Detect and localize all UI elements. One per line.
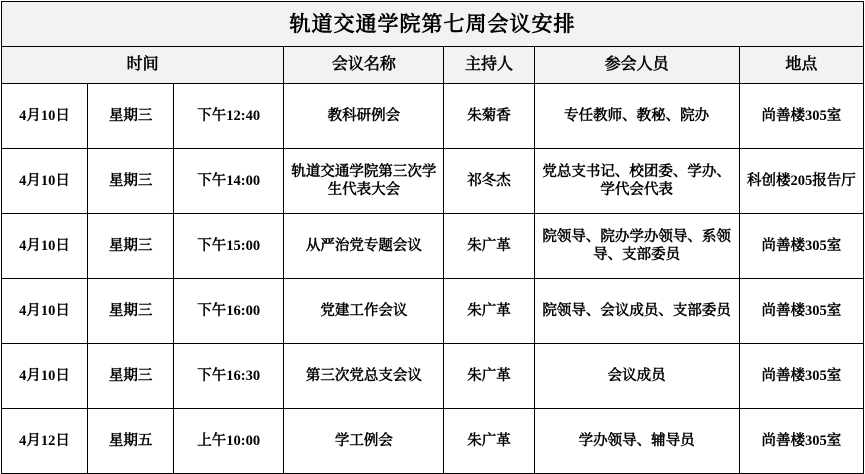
cell-meeting-name: 轨道交通学院第三次学生代表大会 <box>284 149 444 214</box>
table-row <box>2 409 864 474</box>
column-header-location: 地点 <box>739 47 863 84</box>
cell-weekday: 星期三 <box>88 344 174 409</box>
cell-time: 上午10:00 <box>174 409 284 474</box>
cell-weekday: 星期三 <box>88 149 174 214</box>
column-header-time: 时间 <box>2 47 284 84</box>
cell-location: 尚善楼305室 <box>739 279 863 344</box>
table-title-row <box>2 2 864 47</box>
cell-location: 科创楼205报告厅 <box>739 149 863 214</box>
cell-attendees: 会议成员 <box>534 344 739 409</box>
column-header-attendees: 参会人员 <box>534 47 739 84</box>
column-header-meeting-name: 会议名称 <box>284 47 444 84</box>
cell-attendees: 院领导、院办学办领导、系领导、支部委员 <box>534 214 739 279</box>
cell-time: 下午16:30 <box>174 344 284 409</box>
cell-time: 下午14:00 <box>174 149 284 214</box>
cell-host: 朱广革 <box>444 214 534 279</box>
meeting-schedule-sheet <box>0 1 865 449</box>
cell-date: 4月10日 <box>2 279 88 344</box>
cell-time: 下午12:40 <box>174 84 284 149</box>
table-row <box>2 344 864 409</box>
cell-host: 朱广革 <box>444 279 534 344</box>
cell-date: 4月12日 <box>2 409 88 474</box>
table-header-row <box>2 47 864 84</box>
cell-weekday: 星期三 <box>88 84 174 149</box>
cell-date: 4月10日 <box>2 344 88 409</box>
cell-attendees: 学办领导、辅导员 <box>534 409 739 474</box>
cell-weekday: 星期五 <box>88 409 174 474</box>
table-row <box>2 84 864 149</box>
cell-location: 尚善楼305室 <box>739 344 863 409</box>
cell-date: 4月10日 <box>2 149 88 214</box>
cell-attendees: 专任教师、教秘、院办 <box>534 84 739 149</box>
cell-meeting-name: 党建工作会议 <box>284 279 444 344</box>
cell-meeting-name: 从严治党专题会议 <box>284 214 444 279</box>
column-header-host: 主持人 <box>444 47 534 84</box>
cell-host: 朱菊香 <box>444 84 534 149</box>
table-row <box>2 279 864 344</box>
cell-location: 尚善楼305室 <box>739 409 863 474</box>
cell-location: 尚善楼305室 <box>739 84 863 149</box>
cell-attendees: 党总支书记、校团委、学办、学代会代表 <box>534 149 739 214</box>
meeting-schedule-table <box>1 1 864 474</box>
cell-host: 朱广革 <box>444 409 534 474</box>
cell-host: 祁冬杰 <box>444 149 534 214</box>
cell-date: 4月10日 <box>2 84 88 149</box>
cell-time: 下午15:00 <box>174 214 284 279</box>
cell-meeting-name: 学工例会 <box>284 409 444 474</box>
table-row <box>2 149 864 214</box>
cell-attendees: 院领导、会议成员、支部委员 <box>534 279 739 344</box>
document-title: 轨道交通学院第七周会议安排 <box>2 2 864 47</box>
cell-meeting-name: 教科研例会 <box>284 84 444 149</box>
cell-date: 4月10日 <box>2 214 88 279</box>
cell-location: 尚善楼305室 <box>739 214 863 279</box>
table-row <box>2 214 864 279</box>
cell-weekday: 星期三 <box>88 279 174 344</box>
cell-weekday: 星期三 <box>88 214 174 279</box>
cell-host: 朱广革 <box>444 344 534 409</box>
cell-time: 下午16:00 <box>174 279 284 344</box>
cell-meeting-name: 第三次党总支会议 <box>284 344 444 409</box>
